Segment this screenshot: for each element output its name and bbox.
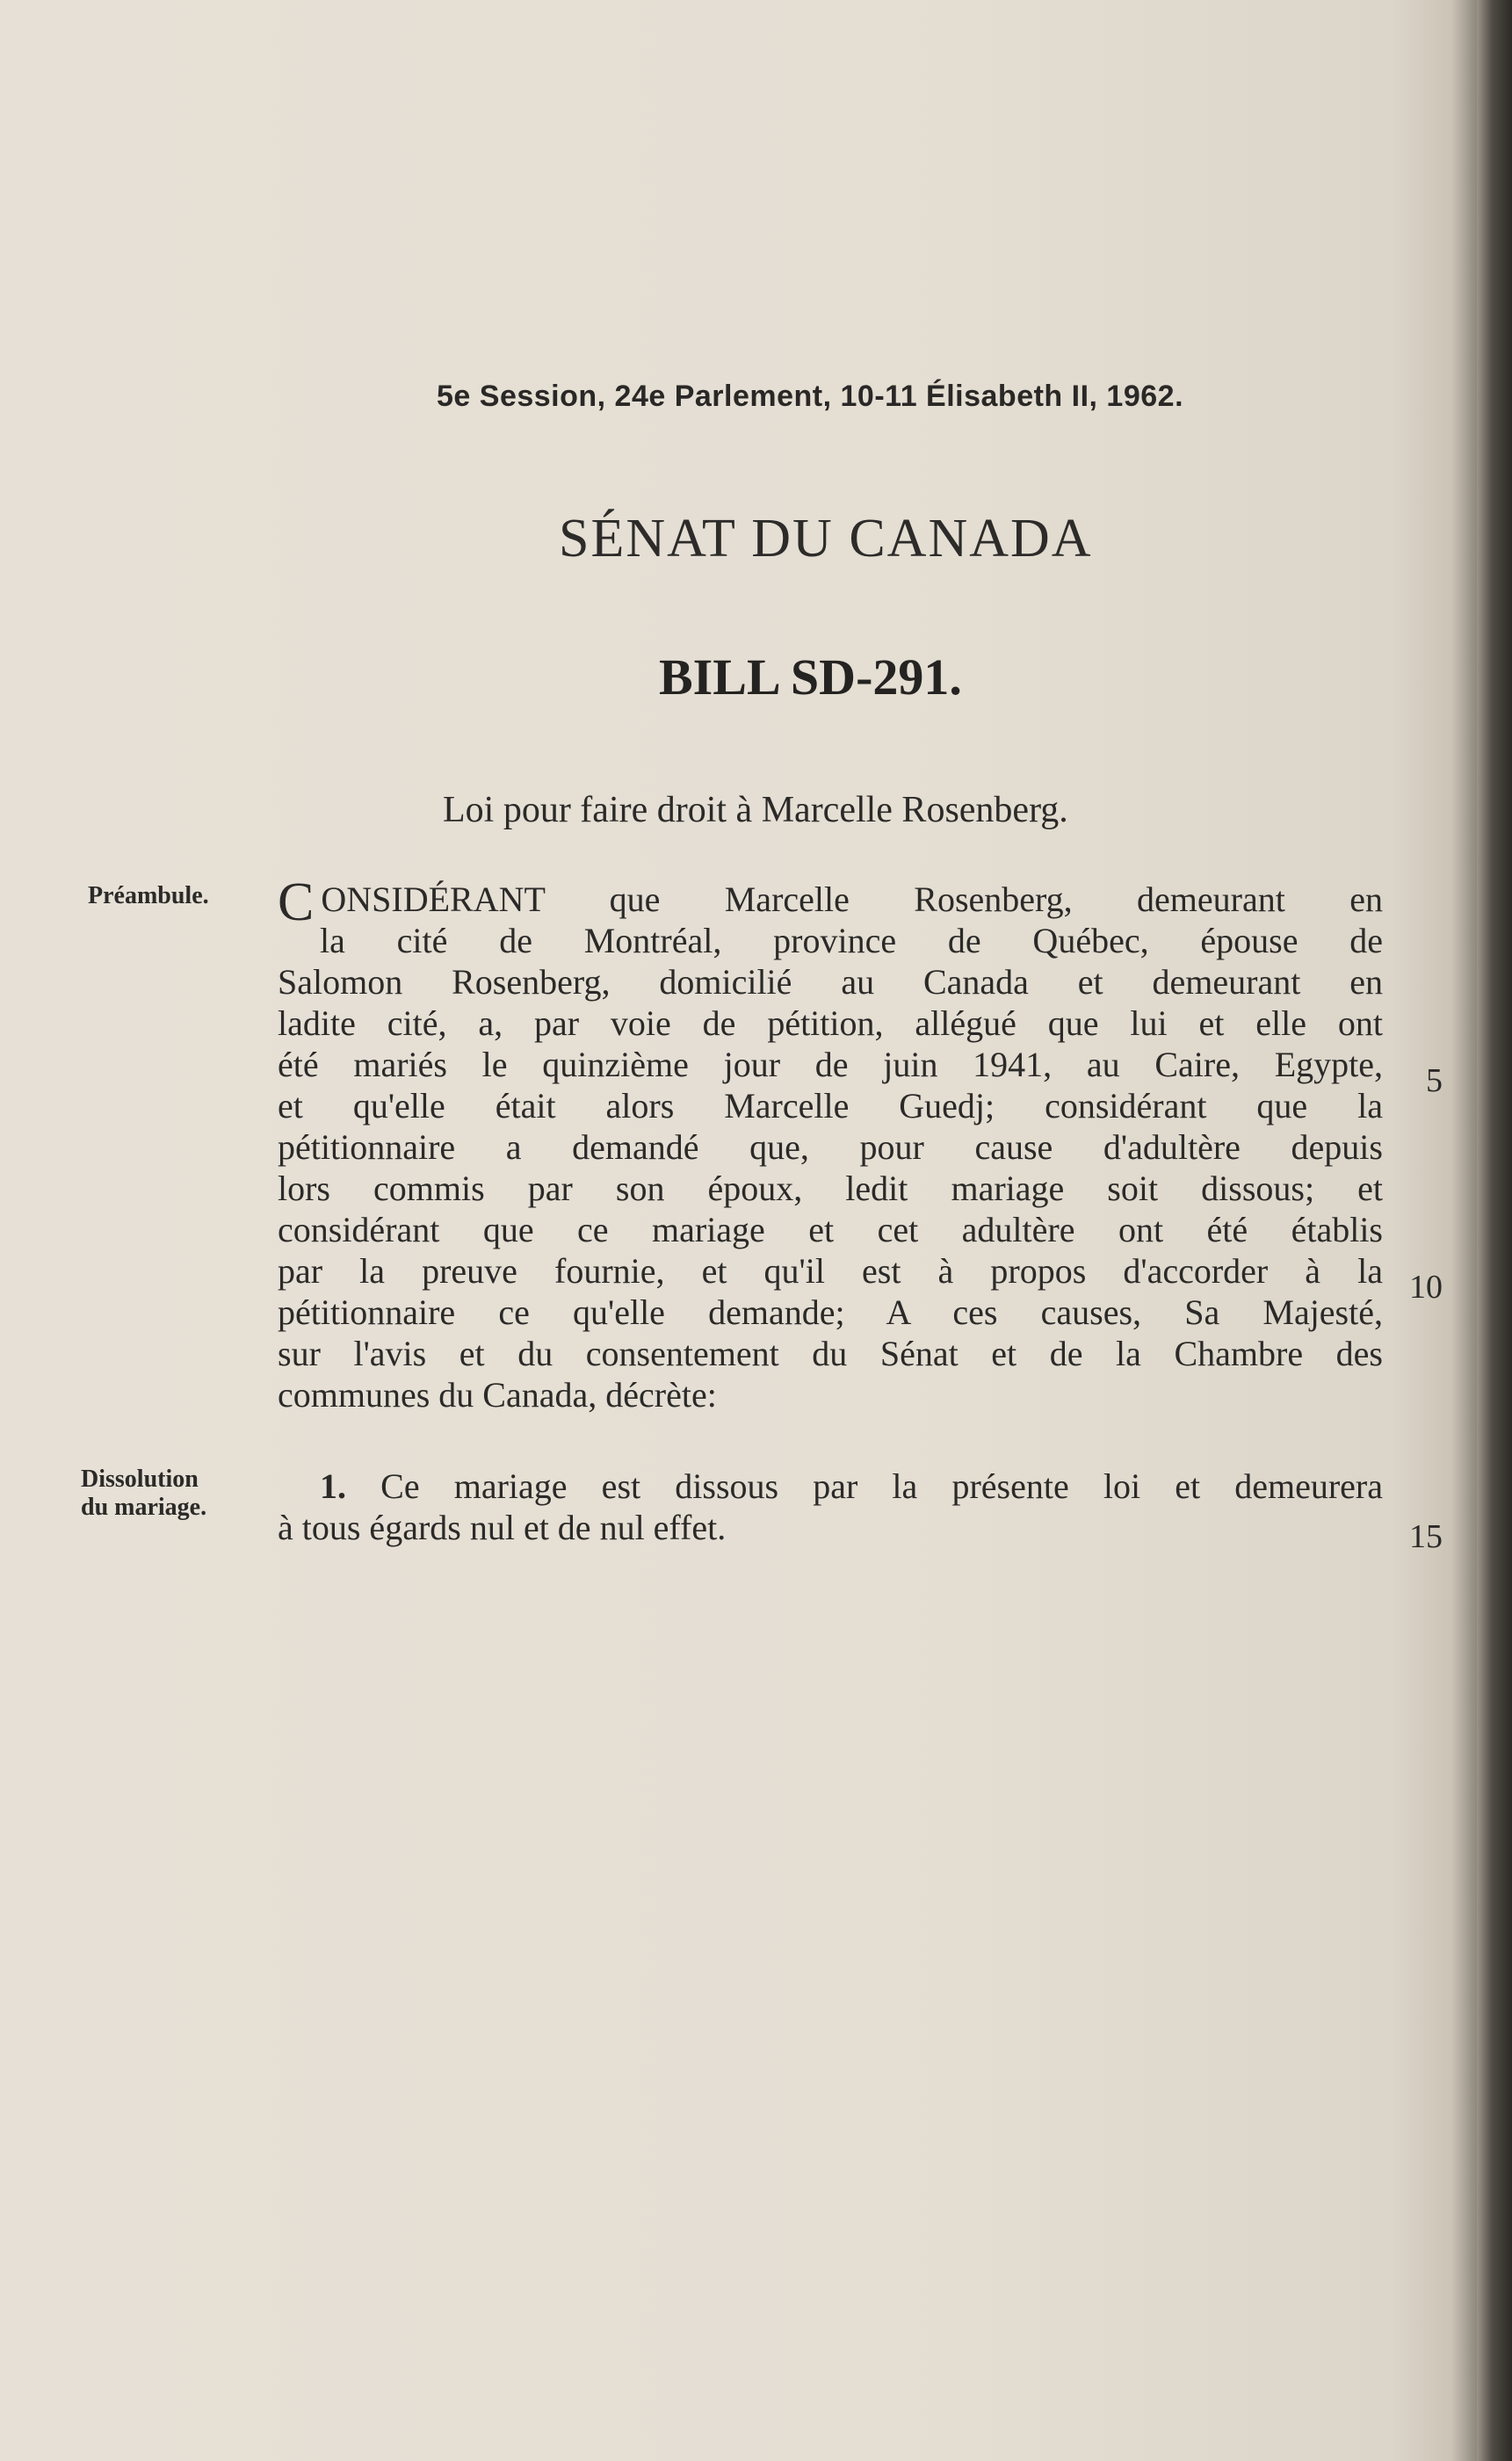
preamble-line: ladite cité, a, par voie de pétition, allégué que lui et elle ont <box>278 1003 1383 1043</box>
line-number: 15 <box>1409 1518 1443 1555</box>
preamble-line: la cité de Montréal, province de Québec, épouse de <box>320 921 1383 960</box>
preamble-line: été mariés le quinzième jour de juin 1941, au Caire, Egypte, <box>278 1045 1383 1084</box>
preamble-line: communes du Canada, décrète: <box>278 1375 717 1415</box>
preamble-line: sur l'avis et du consentement du Sénat et de la Chambre des <box>278 1334 1383 1373</box>
dropcap-letter: C <box>278 872 315 932</box>
line-number: 5 <box>1426 1062 1443 1099</box>
section-number: 1. <box>320 1466 346 1506</box>
page-binding-edge <box>1477 0 1512 2461</box>
preamble-line: par la preuve fournie, et qu'il est à propos d'accorder à la <box>278 1251 1383 1291</box>
line-number: 10 <box>1409 1269 1443 1306</box>
margin-note-dissolution: Dissolution du mariage. <box>81 1466 207 1521</box>
preamble-line: et qu'elle était alors Marcelle Guedj; considérant que la <box>278 1086 1383 1126</box>
preamble-line: pétitionnaire a demandé que, pour cause d'adultère depuis <box>278 1127 1383 1167</box>
institution-title: SÉNAT DU CANADA <box>559 509 1093 568</box>
section-line: 1. Ce mariage est dissous par la présente loi et demeurera <box>320 1466 1384 1506</box>
session-line: 5e Session, 24e Parlement, 10-11 Élisabeth II, 1962. <box>437 380 1184 413</box>
bill-subtitle: Loi pour faire droit à Marcelle Rosenberg. <box>443 790 1068 830</box>
preamble-line: Salomon Rosenberg, domicilié au Canada et demeurant en <box>278 962 1383 1002</box>
section-line: à tous égards nul et de nul effet. <box>278 1508 727 1547</box>
preamble-line: lors commis par son époux, ledit mariage soit dissous; et <box>278 1169 1383 1208</box>
preamble-line: pétitionnaire ce qu'elle demande; A ces causes, Sa Majesté, <box>278 1292 1383 1332</box>
margin-note-preamble: Préambule. <box>88 882 209 909</box>
bill-number: BILL SD-291. <box>659 648 962 706</box>
preamble-line: considérant que ce mariage et cet adultère ont été établis <box>278 1210 1383 1249</box>
preamble-line: CONSIDÉRANT que Marcelle Rosenberg, demeurant en <box>278 872 1383 932</box>
